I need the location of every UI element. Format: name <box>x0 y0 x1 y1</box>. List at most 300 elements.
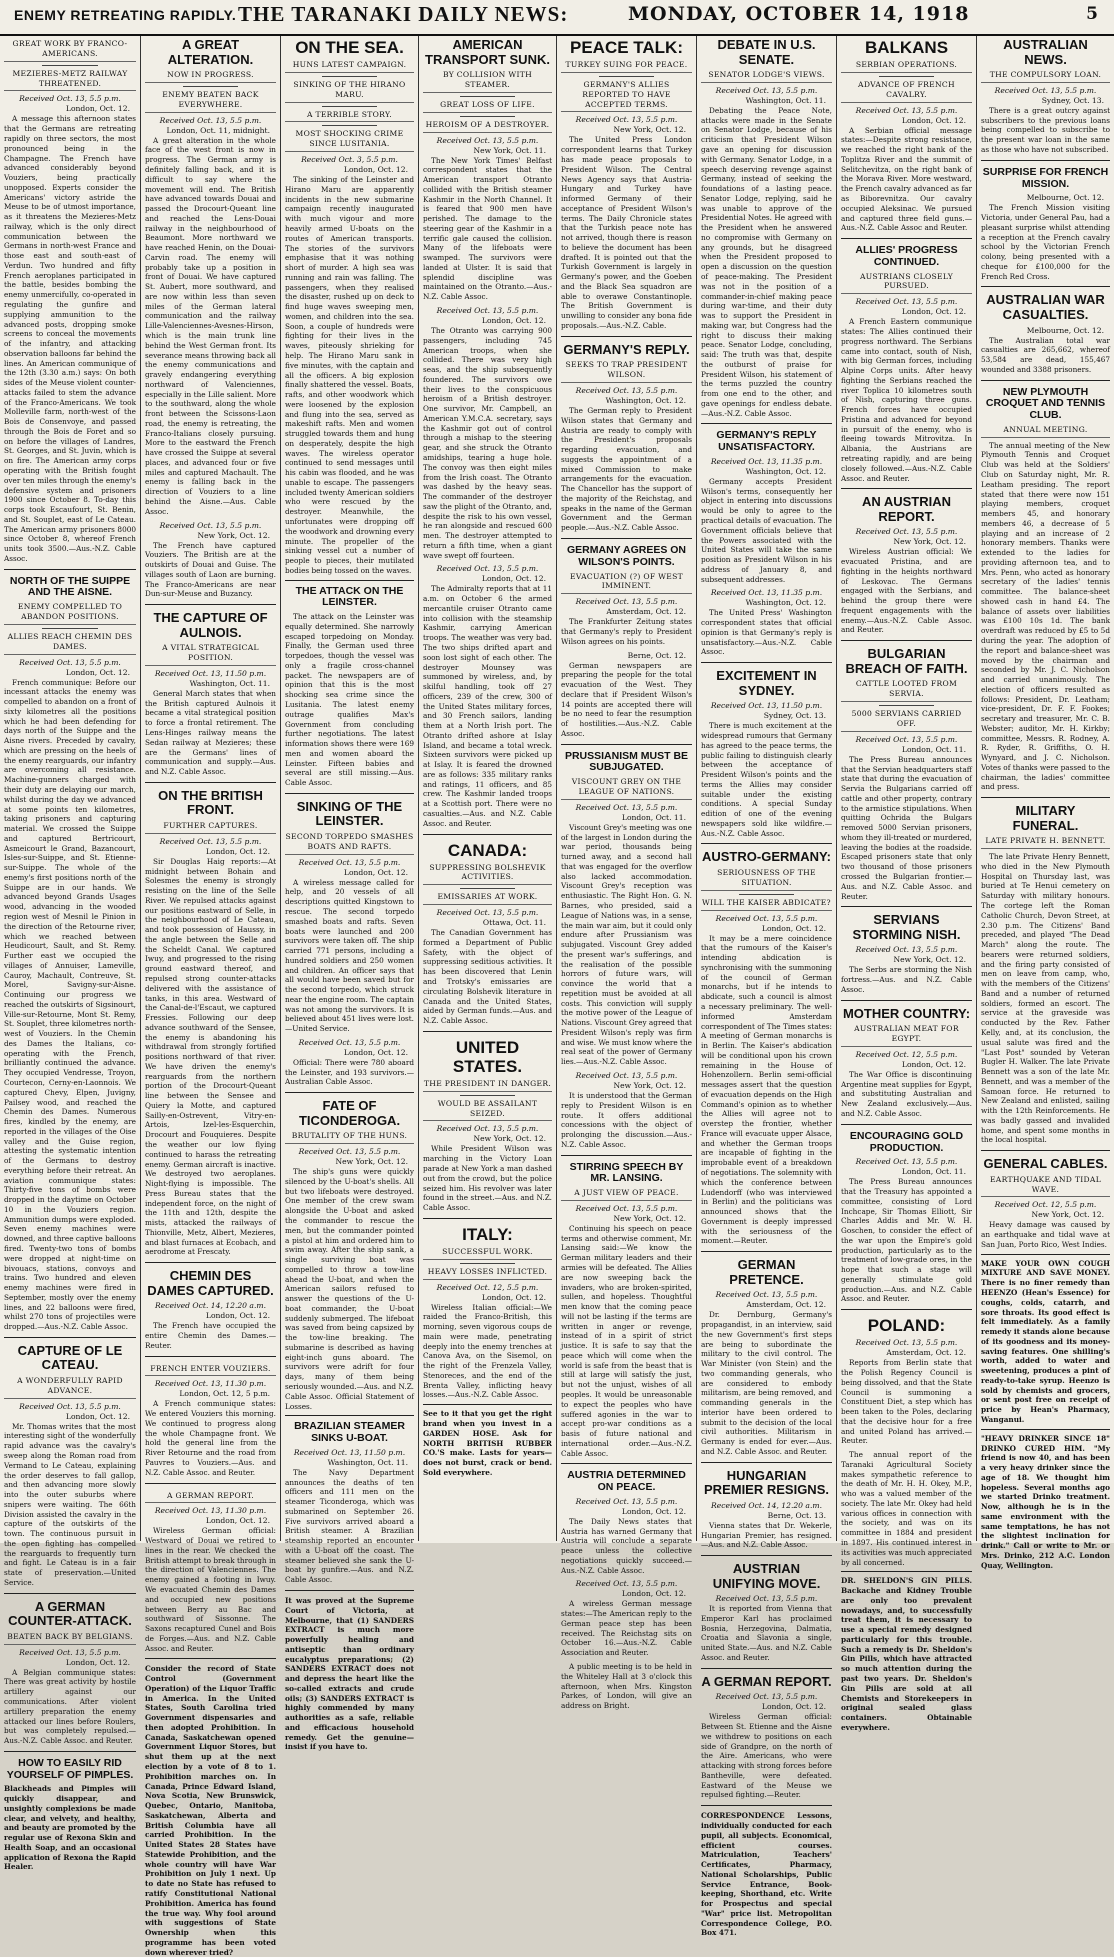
received-line: Received Oct. 13, 5.5 p.m. <box>575 802 678 812</box>
news-article <box>4 39 136 564</box>
article-subheading: MEZIERES-METZ RAILWAY THREATENED. <box>4 69 136 92</box>
advertisement-text: See to it that you get the right brand when you invest in a GARDEN HOSE. Ask for NORTH BRITISH RUBBER CO.'S make. Lasts for years—does not burst, crack or bend. Sold everywhere. <box>423 1409 552 1477</box>
news-article <box>841 238 972 483</box>
article-headline: SINKING OF THE LEINSTER. <box>296 798 403 829</box>
news-article <box>145 1262 276 1350</box>
article-body: The United Press' Washington correspondent states that official opinion is that Germany's reply is unsatisfactory.—Aus.-N.Z. Cable Assoc. <box>701 608 832 657</box>
article-subheading: VISCOUNT GREY ON THE LEAGUE OF NATIONS. <box>561 777 692 800</box>
article-subheading: ALLIES REACH CHEMIN DES DAMES. <box>4 632 136 655</box>
advertisement-text: Blackheads and Pimples will quickly disappear, and unsightly complexions be made clear, and velvety, and healthy, and beauty are promoted by the regular use of Rexona Skin and Health Soap, and an occasional application of Rexona the Rapid Healer. <box>4 1784 136 1872</box>
deck-divider <box>460 116 514 117</box>
article-headline: GENERAL CABLES. <box>983 1156 1108 1172</box>
dateline: Berne, Oct. 12. <box>627 650 686 660</box>
advertisement <box>701 1805 832 1938</box>
dateline: London, Oct. 12. <box>65 104 130 114</box>
column-3 <box>280 36 418 1752</box>
article-body: The Daily News states that Austria has warned Germany that Austria will conclude a separate peace unless the collective negotiations quickly succeed.—Aus.-N.Z. Cable Assoc. <box>561 1516 692 1575</box>
dateline: New York, Oct. 12. <box>473 1134 546 1144</box>
article-body: The German reply to President Wilson states that Germany and Austria are ready to comply with the President's proposals regarding evacuation, and suggests the appointment of a mixed Commission to make arrangements for the evacuation. The Chancellor has the support of the majority of the Reichstag, and speaks in the name of the German Government and the German people.—Aus.-N.Z. Cable Assoc. <box>561 406 692 533</box>
article-continuation <box>701 588 832 657</box>
news-article <box>981 160 1110 282</box>
dateline: New York, Oct. 12. <box>613 125 686 135</box>
received-line: Received Oct. 13, 5.5 p.m. <box>575 1071 678 1080</box>
article-body: French communique: Before our incessant attacks the enemy was compelled to abandon on a front of sixty kilometres all the positions which he had been defending for days north of the Suippe and the Aisne rivers. Preceded by cavalry, which are pressing on the heels of the enemy rearguards, our infantry are overcoming all resistance. Machine-gunners charged with their duty are delaying our march, whilst during the day we advanced at some points ten kilometres, taking prisoners and capturing material. We crossed the Suippe and captured Bertricourt, Asmeicourt le Grand, Bazancourt, Isles-sur-Suippe, and St. Etienne-sur-Suippe. The whole of the enemy's first positions north of the Suippe are in our hands. We advanced beyond Grands Usages wood, advancing in the wooded region west of Mesnil le Pinion in the direction of the Retourne river, which we reached between Heudicourt, Sault, and St. Remy. Further east we occupied the villages of Annuiser, Lameville, Cauroy, Machault, Contreuve, St. Morel, Savigny-sur-Aisne. Continuing our progress we reached the outskirts of Sigsinourt, Ville-sur-Retourne, Mont St. Remy, St. Souplet, three kilometres north-west of Vouziers. In the Chemin des Dames the Italians, co-operating with the French, brilliantly continued the advance. They occupied Vendresse, Troyon, Courtecon, Cerny-en-Laonnois. We captured Chevy, Elpen, Juvigny, Pailsey wood, and reached the Chemin des Dames. Numerous fires, kindled by the enemy, are reported in the villages of the Oise valley and the Guise region, attesting the systematic intention of the Germans to destroy everything before their retreat. An aviation communique states: Thirty-five tons of bombs were dropped in the daytime on October 10 in the Vouziers region. Ammunition dumps were exploded. Seven enemy machines were downed, and three captive balloons fired. Twenty-two tons of bombs were dropped at night-time on bivouacs, stations, convoys and trains. Two hundred and eleven enemy machines were fired in September, mostly over the enemy lines, and 22 balloons were fired, whilst 270 tons of projectiles were dropped.—Aus.-N.Z. Cable Assoc. <box>4 677 136 1332</box>
dateline: London, Oct. 12. <box>65 1411 130 1421</box>
article-headline: THE CAPTURE OF AULNOIS. <box>153 610 268 640</box>
news-article <box>981 38 1110 155</box>
news-article <box>841 640 972 901</box>
article-body: German newspapers are preparing the people for the total evacuation of the West. They declare that if President Wilson's 14 points are accepted there will be no need to fear the resumption of hostilities.—Aus.-N.Z. Cable Assoc. <box>561 660 692 738</box>
deck-divider <box>599 76 654 77</box>
dateline: Ottawa, Oct. 11. <box>482 918 546 928</box>
news-article <box>701 1251 832 1457</box>
dateline: London, Oct. 12. <box>205 1516 270 1526</box>
article-subheading: HUNS LATEST CAMPAIGN. <box>285 60 414 73</box>
article-subheading: FURTHER CAPTURES. <box>145 821 276 834</box>
dateline: New York, Oct. 12. <box>613 1081 686 1090</box>
dateline: New York, Oct. 11. <box>473 145 546 155</box>
dateline: New York, Oct. 12. <box>613 1213 686 1223</box>
article-headline: ALLIES' PROGRESS CONTINUED. <box>855 244 958 268</box>
article-headline: A GERMAN COUNTER-ATTACK. <box>8 1598 132 1629</box>
article-body: While President Wilson was marching in the Victory Loan parade at New York a man dashed out from the crowd, but the police seized him. His revolver was later found in the street.—Aus. and N.Z. Cable Assoc. <box>423 1144 552 1213</box>
article-subheading: FRENCH ENTER VOUZIERS. <box>145 1364 276 1377</box>
article-headline: CANADA: <box>447 840 528 860</box>
article-body: The Press Bureau announces that the Servian headquarters staff state that during the evacuation of Servia the Bulgarians carried off cattle and other property, contrary to the armistice stipulations. When quitting Ochrida the Bulgars removed 5000 Servian prisoners, whom they ill-treated or murdered, leaving the bodies at the roadside. Escaped prisoners state that only two thousand of those prisoners crossed the Bulgarian frontier.—Aus. and N.Z. Cable Assoc. and Reuter. <box>841 754 972 901</box>
article-body: The Press Bureau announces that the Treasury has appointed a committee, consisting of Lord Inchcape, Sir Thomas Elliott, Sir Charles Addis and Mr. W. H. Goschen, to consider the effect of the war upon the Empire's gold production, particularly as to the treatment of low-grade ores, in the hope that such a stage will generally stimulate gold production.—Aus. and N.Z. Cable Assoc. and Reuter. <box>841 1177 972 1304</box>
news-article <box>285 1092 414 1585</box>
article-subheading: SENATOR LODGE'S VIEWS. <box>701 70 832 83</box>
article-continuation <box>561 1579 692 1658</box>
article-body: A wireless German message states:—The American reply to the German peace step has been received. The Reichstag sits on October 16.—Aus.-N.Z. Cable Association and Reuter. <box>561 1599 692 1658</box>
article-headline: SERVIANS STORMING NISH. <box>852 912 961 942</box>
article-body: General March states that when the British captured Aulnois it became a vital strategical position to force a frontal retirement. The Lens-Hinges railway means the Sedan railway at Mezieres; these are the Germans' lines of communication and supply.—Aus. and N.Z. Cable Assoc. <box>145 688 276 777</box>
received-line: Received Oct. 13, 5.5 p.m. <box>715 1594 818 1604</box>
dateline: London, Oct. 12. <box>761 923 826 933</box>
advertisement-text: CORRESPONDENCE Lessons, individually conducted for each pupil, all subjects. Economical, efficient courses. Matriculation, Teachers' Certificates, Pharmacy, National Scholarships, Public Service Entrance, Book-keeping, Shorthand, etc. Write for Prospectus and special "War" price list. Metropolitan Correspondence College, P.O. Box 471. <box>701 1811 832 1938</box>
received-line: Received Oct. 13, 11.35 p.m. <box>710 588 823 598</box>
article-body: It may be a mere coincidence that the rumours of the Kaiser's intending abdication is synchronising with the summoning of the council of German monarchs, but if he intends to abdicate, such a council is almost a necessary preliminary. The well-informed Amsterdam correspondent of The Times states: A meeting of German monarchs is in Berlin. The Kaiser's abdication will be conditional upon his crown remaining in the House of Hohenzollern. Berlin semi-official messages assert that the question of evacuation depends on the High Command's opinion as to whether the Allies will agree not to overstep the frontier, whether France will evacuate upper Alsace, and whether the German troops are incapable of fighting in the improbable event of a breakdown of negotiations. The solemnity with which the conference between Ludendorff (who was interviewed in Berlin) and the politicians was announced shows that the Government is deeply impressed with the seriousness of the moment.—Reuter. <box>701 933 832 1246</box>
received-line: Received Oct. 13, 11.50 p.m. <box>293 1447 406 1457</box>
article-headline: AUSTRIAN UNIFYING MOVE. <box>712 1561 821 1591</box>
received-line: Received Oct. 13, 5.5 p.m. <box>855 297 958 307</box>
deck-divider <box>460 1095 514 1096</box>
dateline: New York, Oct. 12. <box>1031 1210 1104 1220</box>
article-subheading: HEAVY LOSSES INFLICTED. <box>423 1267 552 1280</box>
article-body: Mr. Thomas writes that the most interesting sight of the wonderfully rapid advance was the cavalry's sweep along the Roman road from Vermand to Le Cateau, explaining the order deserves to fall gallop, and then advancing more slowly into the outer suburbs where snipers were waiting. The 66th Division assisted the cavalry in the capture of the outskirts of the town. The continuous pursuit in the open fighting has compelled the rearguards to frequently turn and fight. Le Cateau is in a fair state of preservation.—United Service. <box>4 1421 136 1587</box>
deck-divider <box>739 894 794 895</box>
article-continuation <box>561 651 692 739</box>
dateline: Melbourne, Oct. 12. <box>1026 193 1104 203</box>
article-subheading: SERIOUSNESS OF THE SITUATION. <box>701 868 832 891</box>
article-headline: PRUSSIANISM MUST BE SUBJUGATED. <box>564 749 689 774</box>
column-1 <box>0 36 140 1872</box>
received-line: Received Oct. 13, 5.5 p.m. <box>575 115 678 125</box>
article-body: The Frankfurter Zeitung states that Germany's reply to President Wilson agrees on his points. <box>561 617 692 646</box>
news-article <box>145 1483 276 1654</box>
deck-divider <box>42 65 97 66</box>
received-line: Received Oct. 13, 5.5 p.m. <box>575 1579 678 1589</box>
article-body: The Navy Department announces the deaths of ten officers and 111 men on the steamer Ticonderoga, which was submarined on September 26. Five survivors arrived aboard a British steamer. A Brazilian steamship reported an encounter with a U-boat off the coast. The steamer believed she sank the U-boat by gunfire.—Aus. and N.Z. Cable Assoc. <box>285 1467 414 1585</box>
article-continuation <box>285 580 414 788</box>
article-body: Dr. Dernburg, Germany's propagandist, in an interview, said the new Government's first steps are being to subordinate the military to the civil control. The War Minister (von Stein) and the two commanding generals, who are considered to embody militarism, are being removed, and commanding generals in the interior have been ordered to submit to the decision of the local civil authorities. Militarism in Germany is ended for ever.—Aus. and N.Z. Cable Assoc. and Reuter. <box>701 1310 832 1456</box>
received-line: Received Oct. 13, 5.5 p.m. <box>855 1338 958 1348</box>
dateline: New York, Oct. 12. <box>197 530 270 540</box>
dateline: London, Oct. 11. <box>621 812 686 822</box>
article-subheading: WILL THE KAISER ABDICATE? <box>701 898 832 911</box>
article-body: A Serbian official message states:—Despite strong resistance, we reached the right bank of the Toplitza River and the summit of Selitchevitza, on the right bank of the Morava River. More westward, the French cavalry advanced as far as Biborevnitza. Our cavalry occupied Aleksinac. We pursued and captured three field guns.—Aus.-N.Z. Cable Assoc and Reuter. <box>841 125 972 233</box>
deck-divider <box>42 628 97 629</box>
article-body: A French communique states: We entered Vouziers this morning. We continued to progress along the whole Champagne front. We hold the general line from the River Retourne and the road from Pauvres to Vouziers.—Aus. and N.Z. Cable Assoc. and Reuter. <box>145 1399 276 1477</box>
dateline: London, Oct. 12. <box>65 1657 130 1667</box>
article-body: Sir Douglas Haig reports:—At midnight between Bohain and Solesmes the enemy is strongly resisting on the line of the Selle River. We repulsed attacks against our positions eastward of Selle, in the neighbourhood of Le Cateau, and took possession of Haussy, in the angle between the Selle and the Scheldt Canal. We captured Iwuy, and progressed to the rising ground eastward thereof, and repulsed strong counter-attacks delivered with the assistance of tanks, in this area. Westward of the Canal-de-l'Escaut, we captured Fressies. Following our deep advance southward of the Sensee, the enemy is abandoning his withdrawal from strongly fortified positions northward of that river. We have driven the enemy's rearguards from the northern portion of the Drocourt-Queant line between the Sensee and Quiery la Motte, and captured Sailly-en-Ostrevent, Vitry-en-Artois, Izel-les-Esquerchin, Drocourt and Fouquieres. Despite the weather our low flying continued to harass the retreating enemy. German aircraft is inactive. We destroyed two aeroplanes. Night-flying is impossible. The Press Bureau states that the independent force, on the night of the 11th and 12th, despite the mists, attacked the railways of Thionville, Metz, Albert, Mezieres, and blast furnaces at Ecobach, and aerodrome at Frescaty. <box>145 856 276 1257</box>
article-subheading: GREAT WORK BY FRANCO-AMERICANS. <box>4 39 136 62</box>
received-line: Received Oct. 13, 11.30 p.m. <box>154 1506 267 1516</box>
article-body: Wireless Austrian official: We evacuated Pristina, and are fighting in the heights northward of Leskovac. The Germans engaged with the Serbians, and behind the group there were frequent engagements with the enemy.—Aus.-N.Z. Cable Assoc. and Reuter. <box>841 547 972 635</box>
article-headline: GERMANY'S REPLY UNSATISFACTORY. <box>716 429 817 454</box>
deck-divider <box>879 705 934 706</box>
article-subheading: A JUST VIEW OF PEACE. <box>561 1188 692 1201</box>
article-body: There is much excitement at the widespread rumours that Germany has agreed to the peace terms, the public failing to distinguish clearly between the acceptance of President Wilson's points and the terms the Allies may consider suitable under the existing conditions. A special Sunday edition of one of the evening newspapers sold like wildfire.—Aus.-N.Z. Cable Assoc. <box>701 721 832 838</box>
received-line: Received Oct. 13, 5.5 p.m. <box>436 908 539 918</box>
received-line: Received Oct. 13, 5.5 p.m. <box>855 734 958 744</box>
article-subheading: EARTHQUAKE AND TIDAL WAVE. <box>981 1175 1110 1198</box>
dateline: London, Oct. 12. <box>761 1702 826 1712</box>
article-headline: MILITARY FUNERAL. <box>1012 803 1079 833</box>
dateline: London, Oct. 12. <box>621 1506 686 1516</box>
received-line: Received Oct. 12, 5.5 p.m. <box>436 1282 539 1292</box>
dateline: London, Oct. 12. <box>205 846 270 856</box>
received-line: Received Oct. 13, 5.5 p.m. <box>715 85 818 95</box>
received-line: Received Oct. 13, 5.5 p.m. <box>575 597 678 607</box>
article-headline: HUNGARIAN PREMIER RESIGNS. <box>704 1467 829 1498</box>
advertisement <box>4 1751 136 1872</box>
article-continuation <box>423 306 552 560</box>
news-article <box>701 1555 832 1663</box>
article-body: The United Press London correspondent learns that Turkey has made peace proposals to President Wilson. The Central News Agency says that Austria-Hungary and Turkey have informed Germany of their acceptance of President Wilson's terms. The Daily Chronicle states that the Turkish peace note has not arrived, though there is reason to believe the document has been drafted. It is pointed out that the Turkish Government is largely in Germany's power, and the Goeben and the Black Sea squadron are able to overawe Constantinople. The British Government is unwilling to consider any bona fide proposals.—Aus.-N.Z. Cable. <box>561 135 692 331</box>
dateline: London, Oct. 12. <box>205 1311 270 1321</box>
article-body: Continuing his speech on peace terms and otherwise comment, Mr. Lansing said:—We know the German military leaders and their armies will be defeated. The Allies are now sweeping back the invaders, who are broken-spirited, sullen, and hopeless. Thoughtful men know that the coming peace will not be lasting if the terms are written in anger or revenge, instead of in a spirit of strict justice. It is safe to say that the peace which will come when the world is safe from the beast that is still at large will satisfy the just, but not the unjust, wishes of all peoples. It would be unreasonable to expect the peoples who have suffered agonies in the war to accept pro-war conditions as a basis of future national and international order.—Aus.-N.Z. Cable Assoc. <box>561 1223 692 1458</box>
received-line: Received Oct. 13, 5.5 p.m. <box>19 1647 121 1657</box>
received-line: Received Oct. 13, 5.5 p.m. <box>159 115 262 125</box>
article-body: Reports from Berlin state that the Polish Regency Council is being dissolved, and that the State Council is summoning a Constituent Diet, a step which has been taken to the Poles, declaring that the decisive hour for a free and united Poland has arrived.—Reuter. <box>841 1358 972 1446</box>
dateline: London, Oct. 11. <box>901 744 966 754</box>
article-body: The French have captured Vouziers. The British are at the outskirts of Douai and Guise. The villages south of Laon are burning. The Franco-Americans are near Dun-sur-Meuse and Buzancy. <box>145 540 276 599</box>
article-body: A Belgian communique states: There was great activity by hostile artillery against our communications. After violent artillery preparation the enemy attacked our lines before Roulers, but was completely repulsed.—Aus.-N.Z. Cable Assoc. and Reuter. <box>4 1667 136 1746</box>
article-subheading: SUPPRESSING BOLSHEVIK ACTIVITIES. <box>423 863 552 886</box>
news-article <box>701 1462 832 1550</box>
news-article <box>561 1155 692 1459</box>
article-body: The War Office is discontinuing Argentine meat supplies for Egypt, and substituting Australian and New Zealand exclusively.—Aus. and N.Z. Cable Assoc. <box>841 1069 972 1118</box>
news-article <box>841 1124 972 1304</box>
news-article <box>841 1000 972 1119</box>
dateline: Washington, Oct. 11. <box>189 678 270 688</box>
article-body: The Otranto was carrying 900 passengers, including 745 American troops, when she collided. There was very high seas, and the ship subsequently foundered. The survivors owe their lives to the conspicuous heroism of a British destroyer. One survivor, Mr. Campbell, an American Y.M.C.A. secretary, says the Kashmir got out of control through a mishap to the steering gear, and she struck the Otranto amidships, tearing a huge hole. The convoy was then eight miles from the Irish coast. The Otranto was dashed by the heavy seas. The commander of the destroyer saw the plight of the Otranto, and, despite the risk to his own vessel, he ran alongside and rescued 600 men. The destroyer attempted to return a fifth time, when a giant wave swept off fourteen. <box>423 326 552 560</box>
article-headline: THE ATTACK ON THE LEINSTER. <box>295 584 404 609</box>
news-article <box>841 38 972 233</box>
received-line: Received Oct. 13, 5.5 p.m. <box>19 657 121 667</box>
article-body: A French Eastern communique states: The Allies continued their progress northward. The Serbians came into contact, south of Nish, with big German forces, including Alpine Corps units. After heavy fighting the Serbians reached the river Toplica 10 kilometres south of Nish, capturing three guns. French forces have occupied Pristina and advanced for beyond in pursuit of the enemy, who is fleeing towards Mitrovitza. In Albania, the Austrians are retreating rapidly, and are being closely followed.—Aus.-N.Z. Cable Assoc. and Reuter. <box>841 317 972 483</box>
dateline: London, Oct. 12. <box>481 1292 546 1302</box>
dateline: London, Oct. 11, midnight. <box>166 125 270 135</box>
article-headline: UNITED STATES. <box>452 1037 523 1076</box>
advertisement <box>981 1254 1110 1425</box>
advertisement <box>981 1429 1110 1571</box>
article-subheading: CATTLE LOOTED FROM SERVIA. <box>841 679 972 702</box>
advertisement-text: DR. SHELDON'S GIN PILLS. Backache and Kidney Trouble are only too prevalent nowadays, and, to successfully treat them, it is necessary to use a special remedy designed particularly for this trouble. Such a remedy is Dr. Sheldon's Gin Pills, which have attracted so much attention during the past two years. Dr. Sheldon's Gin Pills are sold at all Chemists and Storekeepers in original sealed glass containers. Obtainable everywhere. <box>841 1576 972 1732</box>
article-subheading: SECOND TORPEDO SMASHES BOATS AND RAFTS. <box>285 832 414 855</box>
received-line: Received Oct. 13, 11.50 p.m. <box>154 668 267 678</box>
dateline: London, Oct. 12. <box>901 1059 966 1069</box>
news-article <box>841 1309 972 1732</box>
article-subheading: BY COLLISION WITH STEAMER. <box>423 70 552 93</box>
article-body: Germany accepts President Wilson's terms, consequently her object in entering into discussions would be only to agree to the practical details of evacuation. The Government officials believe that the Powers associated with the United States will take the same position as President Wilson in his address of January 8, and subsequent addresses. <box>701 476 832 584</box>
news-article <box>701 38 832 418</box>
received-line: Received Oct. 13, 5.5 p.m. <box>575 1496 678 1506</box>
article-headline: ENCOURAGING GOLD PRODUCTION. <box>849 1129 964 1154</box>
received-line: Received Oct. 13, 5.5 p.m. <box>715 1692 818 1702</box>
received-line: Received Oct. 13, 5.5 p.m. <box>855 527 958 537</box>
article-body: The attack on the Leinster was equally determined. She narrowly escaped torpedoing on Monday. Finally, the German used three torpedoes, though the vessel was only a fragile cross-channel packet. The newspapers are of opinion that this is the most shocking sea crime since the Lusitania. The latest enemy outrage qualifies Max's Government from concluding further negotiations. The latest information shows there were 169 men and women aboard the Leinster. Fifteen babies and several are still missing.—Aus. Cable Assoc. <box>285 612 414 788</box>
article-body: Official: There were 780 aboard the Leinster, and 193 survivors.—Australian Cable Assoc. <box>285 1057 414 1087</box>
received-line: Received Oct. 13, 5.5 p.m. <box>159 836 262 846</box>
article-subheading: NOW IN PROGRESS. <box>145 70 276 83</box>
article-continuation <box>423 564 552 828</box>
news-article <box>701 843 832 1246</box>
news-article <box>145 38 276 599</box>
article-headline: AUSTRIA DETERMINED ON PEACE. <box>567 1469 686 1494</box>
news-article <box>423 1031 552 1213</box>
article-body: A wireless message called for help, and 20 vessels of all descriptions quitted Kingstown to rescue. The second torpedo smashed boats and rafts. Seven boats were launched and 200 survivors were taken off. The ship carried 771 persons, including a hundred soldiers and 250 women and children. An officer says that all would have been saved but for the second torpedo, which struck near the engine room. The captain was not among the survivors. It is believed about 451 lives were lost.—United Service. <box>285 877 414 1034</box>
received-line: Received Oct. 13, 5.5 p.m. <box>715 1290 818 1300</box>
article-subheading: SINKING OF THE HIRANO MARU. <box>285 80 414 103</box>
received-line: Received Oct. 13, 5.5 p.m. <box>436 564 539 574</box>
dateline: Washington, Oct. 12. <box>745 466 826 476</box>
article-headline: EXCITEMENT IN SYDNEY. <box>716 668 817 698</box>
news-article <box>4 1593 136 1746</box>
news-article <box>561 38 692 331</box>
received-line: Received Oct. 13, 5.5 p.m. <box>436 135 539 145</box>
article-headline: AN AUSTRIAN REPORT. <box>861 494 952 524</box>
article-body: The Serbs are storming the Nish fortress.—Aus. and N.Z. Cable Assoc. <box>841 965 972 994</box>
article-body: Vienna states that Dr. Wekerle, Hungarian Premier, has resigned.—Aus. and N.Z. Cable Assoc. <box>701 1520 832 1550</box>
article-headline: GERMANY AGREES ON WILSON'S POINTS. <box>566 544 687 568</box>
article-headline: NORTH OF THE SUIPPE AND THE AISNE. <box>9 574 131 599</box>
article-headline: CAPTURE OF LE CATEAU. <box>17 1342 123 1373</box>
column-7 <box>836 36 976 1732</box>
received-line: Received Oct. 13, 5.5 p.m. <box>298 1147 401 1157</box>
article-body: The sinking of the Leinster and Hirano Maru are apparently incidents in the new submarine campaign recently inaugurated with much vigour and more heavily armed U-boats on the routes of American transports. The stories of the survivors emphasise that it was nothing short of murder. A high sea was running and rain was falling. The passengers, when they realised the disaster, rushed up on deck to find huge waves sweeping men, women, and children into the sea. Soon, a couple of hundreds were fighting for their lives in the waves, piteously shrieking for help. The Hirano Maru sank in five minutes, with the captain and all the officers. A big explosion finally shattered the vessel. Boats, rafts, and other woodwork which were loosened by the explosion and flung into the sea, served as makeshift rafts. Men and women struggled towards them and hung on desperately, despite the high waves. The wireless operator continued to send messages until his cabin was flooded, and he was unable to escape. The passengers included twenty American soldiers who were rescued by the destroyer. Meanwhile, the unfortunates were dropping off the woodwork and drowning every minute. The propeller of the sinking vessel cut a number of people to pieces, their mutilated bodies being tossed on the waves. <box>285 175 414 575</box>
article-subheading: AUSTRIANS CLOSELY PURSUED. <box>841 272 972 295</box>
article-body: It is understood that the German reply to President Wilson is en route. It offers additional concessions with the object of prolonging the discussion.—Aus.-N.Z. Cable Assoc. <box>561 1091 692 1149</box>
article-body: Heavy damage was caused by an earthquake and tidal wave at San Juan, Porto Rico, West Indies. <box>981 1220 1110 1249</box>
received-line: Received Oct. 12, 5.5 p.m. <box>855 1049 958 1059</box>
dateline: Washington, Oct. 11. <box>745 95 826 105</box>
news-article <box>145 1356 276 1478</box>
advertisement <box>285 1590 414 1752</box>
article-body: It is reported from Vienna that Emperor Karl has proclaimed Bosnia, Herzegovina, Dalmatia, Croatia and Slavonia a single, united State.—Aus. and N.Z. Cable Assoc. and Reuter. <box>701 1604 832 1662</box>
dateline: London, Oct. 12. <box>901 307 966 317</box>
received-line: Received Oct. 13, 5.5 p.m. <box>715 913 818 923</box>
received-line: Received Oct. 14, 12.20 a.m. <box>710 1500 822 1510</box>
deck-divider <box>460 888 514 889</box>
received-line: Received Oct. 13, 11.50 p.m. <box>710 701 823 711</box>
masthead-left-headline: ENEMY RETREATING RAPIDLY. <box>14 7 237 23</box>
article-headline: BULGARIAN BREACH OF FAITH. <box>845 646 968 676</box>
received-line: Received Oct. 14, 12.20 a.m. <box>154 1301 266 1311</box>
dateline: Washington, Oct. 12. <box>605 396 686 406</box>
advertisement <box>841 1571 972 1732</box>
news-article <box>701 423 832 657</box>
news-article <box>561 336 692 533</box>
advertisement-text: Consider the record of State Control (Government Operation) of the Liquor Traffic in America. In the United States, South Carolina tried Government dispensaries and then adopted Prohibition. In Canada, Saskatchewan opened Government Liquor Stores, but shut them up at the next election by a vote of 8 to 1. Prohibition marches on. In Canada, Prince Edward Island, Nova Scotia, New Brunswick, Quebec, Ontario, Manitoba, Saskatchewan, Alberta and British Columbia have all carried Prohibition. In the United States 28 States have Statewide Prohibition, and the whole country will have War Prohibition on July 1 next. Up to date no State has refused to ratify Constitutional National Prohibition. America has found the true way. Why fool around with suggestions of State Ownership when this programme has been voted down wherever tried? <box>145 1664 276 1957</box>
article-headline: AUSTRALIAN NEWS. <box>1003 37 1088 67</box>
page-number: 5 <box>1086 4 1098 24</box>
deck-divider <box>879 76 934 77</box>
news-article <box>145 604 276 777</box>
article-continuation <box>285 1415 414 1585</box>
deck-divider <box>322 106 376 107</box>
news-article <box>981 1150 1110 1570</box>
news-article <box>841 906 972 994</box>
deck-divider <box>322 76 376 77</box>
received-line: Received Oct. 13, 5.5 p.m. <box>575 1203 678 1213</box>
received-line: Received Oct. 12, 5.5 p.m. <box>994 1200 1097 1210</box>
dateline: Melbourne, Oct. 12. <box>1026 325 1104 335</box>
article-body: A message this afternoon states that the Germans are retreating rapidly on three sectors, the most pronounced being in the Champagne. The French have advanced considerably beyond Vouziers, being practically unopposed. Experts consider the Americans' victory astride the Meuse to be of utmost importance, as it threatens the Mezieres-Metz railway, which is the only direct communication between the Germans in north-west France and those east and south-east of Verdun. Two hundred and fifty French aeroplanes participated in the battle, besides bombing the enemy unmercifully, co-operated in regulating the gunfire and supplying ammunition to the advanced posts, dropping smoke screens to conceal the movements of the infantry, and attacking observation balloons far behind the lines. An American communique of the 12th (3.30 a.m.) says: On both sides of the Meuse violent counter-attacks failed to stem the advance of the Franco-Americans. We took Molleville farm, north-west of the Bois de Consenvoye, and passed through the Bois de Foret and so on before the villages of Landres, St. Georges, and St. Juvin, which is on fire. The American army corps operating with the British fought over ten miles through the enemy's defensive system and prisoners 1900 since October 8. To-day this corps took Escaufourt, St. Benin, and St. Souplet, east of Le Cateau. The American army prisoners 8000 since October 8, whereof French units took 3500.—Aus.-N.Z. Cable Assoc. <box>4 114 136 563</box>
column-6 <box>696 36 836 1938</box>
article-body: There is a great outcry against subscribers to the previous loans being compelled to subscribe to the present war loan in the same as those who have not subscribed. <box>981 105 1110 155</box>
received-line: Received Oct. 13, 5.5 p.m. <box>19 94 121 104</box>
article-body: The New York Times' Belfast correspondent states that the American transport Otranto collided with the British steamer Kashmir in the North Channel. It is feared that 900 men have perished. The damage to the steering gear of the Kashmir in a terrific gale caused the collision. Many of the lifeboats were swamped. The survivors were landed at Ulster. It is said that splendid discipline was maintained on the Otranto.—Aus.-N.Z. Cable Assoc. <box>423 155 552 302</box>
article-subheading: A TERRIBLE STORY. <box>285 110 414 123</box>
dateline: New York, Oct. 12. <box>893 955 966 965</box>
received-line: Received Oct. 13, 5.5 p.m. <box>298 1037 401 1047</box>
received-line: Received Oct. 13, 5.5 p.m. <box>855 1157 958 1167</box>
article-headline: ON THE SEA. <box>295 38 404 57</box>
article-headline: AMERICAN TRANSPORT SUNK. <box>425 37 550 67</box>
column-8 <box>976 36 1114 1570</box>
article-headline: SURPRISE FOR FRENCH MISSION. <box>982 165 1109 190</box>
article-body: Wireless German official: Westward of Douai we retired to lines in the rear. We checked the British attempt to break through in the direction of Valenciennes. The enemy gained a footing in Iwuy. We evacuated Chemin des Dames and occupied new positions between Berry au Bac and southward of Sissonne. The Saxons recaptured Cunel and Bois de Forges.—Aus. and N.Z. Cable Assoc. and Reuter. <box>145 1526 276 1653</box>
article-subheading: ADVANCE OF FRENCH CAVALRY. <box>841 80 972 103</box>
article-subheading: SEEKS TO TRAP PRESIDENT WILSON. <box>561 360 692 383</box>
advertisement-text: MAKE YOUR OWN COUGH MIXTURE AND SAVE MONEY. There is no finer remedy than HEENZO (Hean's Essence) for coughs, colds, catarrh, and sore throats. Its good effect is felt immediately. As a family remedy it stands alone because of its goodness and its money-saving features. One shilling's worth, added to water and sweetening, produces a pint of ready-to-take syrup. Heenzo is sold by chemists and grocers, or sent post free on receipt of price by Hean's Pharmacy, Wanganui. <box>981 1258 1110 1424</box>
dateline: London, Oct. 12. <box>621 1589 686 1599</box>
news-article <box>423 834 552 1026</box>
dateline: London, Oct. 12. <box>901 115 966 125</box>
article-subheading: AUSTRALIAN MEAT FOR EGYPT. <box>841 1024 972 1047</box>
deck-divider <box>183 86 238 87</box>
advertisement <box>423 1404 552 1477</box>
news-article <box>701 662 832 838</box>
received-line: Received Oct. 3, 5.5 p.m. <box>301 155 398 165</box>
dateline: Washington, Oct. 11. <box>327 1457 408 1467</box>
article-subheading: ANNUAL MEETING. <box>981 425 1110 438</box>
advertisement-text: It was proved at the Supreme Court of Victoria, at Melbourne, that (1) SANDERS EXTRACT is much more powerfully healing and antiseptic than ordinary eucalyptus preparations; (2) SANDERS EXTRACT does not and depress the heart like the so-called extracts and crude oils; (3) SANDERS EXTRACT is highly commended by many authorities as a safe, reliable and efficacious household remedy. Get the genuine—insist if you have to. <box>285 1596 414 1752</box>
issue-date: MONDAY, OCTOBER 14, 1918 <box>628 3 970 25</box>
deck-divider <box>460 96 514 97</box>
dateline: London, Oct. 12. <box>343 165 408 175</box>
article-body: The French Mission visiting Victoria, under General Pau, had a pleasant surprise whilst attending a reception at the French cavalry school by the Victorian French colony, being presented with a cheque for £100,000 for the French Red Cross. <box>981 203 1110 281</box>
article-continuation <box>561 1071 692 1150</box>
article-headline: AUSTRALIAN WAR CASUALTIES. <box>986 292 1105 322</box>
news-article <box>701 1668 832 1800</box>
dateline: Sydney, Oct. 13. <box>763 711 826 721</box>
article-headline: ITALY: <box>462 1224 513 1244</box>
received-line: Received Oct. 13, 5.5 p.m. <box>436 306 539 316</box>
received-line: Received Oct. 13, 11.35 p.m. <box>710 456 823 466</box>
news-article <box>841 488 972 635</box>
article-body: Wireless German official: Between St. Etienne and the Aisne we withdrew to positions on each side of Grandpre, on the north of the Aire. Americans, who were attacking with strong forces before Bantheville, were defeated. Eastward of the Meuse we repulsed fighting.—Reuter. <box>701 1712 832 1800</box>
dateline: Amsterdam, Oct. 12. <box>886 1348 966 1358</box>
article-body: The late Private Henry Bennett, who died in the New Plymouth Hospital on Thursday last, was buried at Te Henui cemetery on Saturday with military honours. The cortege left the Roman Catholic Church, Devon Street, at 2.30 p.m. The Citizens' Band preceded, and played "The Dead March" along the route. The bearers were returned soldiers, and the firing party consisted of men on leave from camp, who, with the members of the Citizens' Band and a number of returned soldiers, formed an escort. The service at the graveside was conducted by the Rev. Father Kelly, and, at its conclusion, the usual salute was fired and the "Last Post" sounded by Veteran Bugler H. Walker. The late Private Bennett was a son of the late Mr. Bennett, and was a member of the Samoan force. He returned to New Zealand and enlisted, sailing with the 12th Reinforcements. He was badly gassed and invalided home, and spent some months in the local hospital. <box>981 852 1110 1145</box>
article-headline: MOTHER COUNTRY: <box>842 1005 971 1021</box>
column-5 <box>556 36 696 1711</box>
article-subheading: A GERMAN REPORT. <box>145 1491 276 1504</box>
article-body: Debating the Peace Note, attacks were made in the Senate on Senator Lodge, because of his criticism that President Wilson gave an opening for discussion with Germany. Senator Lodge, in a speech deserving revenge against Germany, instead of seeking the foundations of a lasting peace. Senator Lodge, replying, said he was unable to approve of the Presidential Notes. He agreed with the President when he answered no compromise with Germany on any grounds, but he disagreed when the President proposed to open a discussion on the question of peace-making. The President was not in the position of a commander-in-chief making peace during war-time, and their duty was to support the President in making war, but Congress had the right to discuss their making peace. Senator Lodge, concluding, said: The truth was that, despite the outburst of praise for President Wilson, his statement of the terms puzzled the country from one end to the other, and gave openings for endless debate.—Aus.-N.Z. Cable Assoc. <box>701 105 832 418</box>
article-subheading: WOULD BE ASSAILANT SEIZED. <box>423 1099 552 1122</box>
article-subheading: A VITAL STRATEGICAL POSITION. <box>145 643 276 666</box>
news-article <box>145 782 276 1257</box>
news-article <box>423 1218 552 1478</box>
news-article <box>561 538 692 739</box>
dateline: Washington, Oct. 12. <box>745 598 826 608</box>
article-subheading: THE COMPULSORY LOAN. <box>981 70 1110 83</box>
deck-divider <box>460 1263 514 1264</box>
dateline: New York, Oct. 12. <box>335 1157 408 1167</box>
news-article <box>561 1463 692 1711</box>
article-body: A public meeting is to be held in the Whiteley Hall at 3 o'clock this afternoon, when Mrs. Kingston Parkes, of London, will give an address on Bright. <box>561 1662 692 1711</box>
dateline: London, Oct. 12. <box>343 1047 408 1057</box>
dateline: Amsterdam, Oct. 12. <box>746 1300 826 1310</box>
article-headline: A GERMAN REPORT. <box>701 1673 832 1689</box>
article-headline: GERMAN PRETENCE. <box>729 1257 804 1287</box>
news-article <box>4 1337 136 1588</box>
article-subheading: ENEMY BEATEN BACK EVERYWHERE. <box>145 90 276 113</box>
article-headline: NEW PLYMOUTH CROQUET AND TENNIS CLUB. <box>985 385 1106 422</box>
received-line: Received Oct. 13, 5.5 p.m. <box>298 857 401 867</box>
article-body: Wireless Italian official:—We raided the Franco-British, this morning, seven vigorous coups de main were made, penetrating deeply into the enemy trenches at Canova Ava, on the Sisemol, on the right of the Frenzela Valley, Stenoreces, and the end of the Brenta Valley, inflicting heavy losses.—Aus.-N.Z. Cable Assoc. <box>423 1302 552 1400</box>
dateline: London, Oct. 12. <box>343 867 408 877</box>
article-body: The annual report of the Taranaki Agricultural Society makes sympathetic reference to the death of Mr. H. H. Okey, M.P., who was a valued member of the society. The late Mr. Okey had held various offices in connection with the society, and was on its committee in 1884 and president in 1897. His continued interest in its activities was much appreciated by all concerned. <box>841 1450 972 1567</box>
article-subheading: THE PRESIDENT IN DANGER. <box>423 1079 552 1092</box>
news-article <box>285 38 414 788</box>
article-body: Viscount Grey's meeting was one of the largest in London during the war period, thousands being turned away, and a second hall that was engaged for the overflow also lacked accommodation. Viscount Grey's reception was enthusiastic. The Right Hon. G. N. Barnes, who presided, said a League of Nations was, in a sense, the main war aim, but it could only endure after Prussianism was subjugated. Viscount Grey added the present war's sufferings, and the realisation of the possible horrors of future wars, will convince the world that a repetition must be avoided at all costs. This conviction will supply the motive power of the League of Nations. Viscount Grey agreed that President Wilson's reply was firm and wise. We must know where the real seat of the power of Germany lies.—Aus.-N.Z. Cable Assoc. <box>561 822 692 1067</box>
article-headline: FATE OF TICONDEROGA. <box>298 1098 401 1128</box>
news-article <box>981 286 1110 374</box>
dateline: Sydney, Oct. 13. <box>1041 95 1104 105</box>
received-line: Received Oct. 13, 5.5 p.m. <box>855 945 958 955</box>
article-subheading: BRUTALITY OF THE HUNS. <box>285 1131 414 1144</box>
article-subheading: 5000 SERVIANS CARRIED OFF. <box>841 709 972 732</box>
dateline: Amsterdam, Oct. 12. <box>606 607 686 617</box>
article-subheading: EVACUATION (?) OF WEST IMMINENT. <box>561 572 692 595</box>
dateline: London, Oct. 12. <box>65 667 130 677</box>
article-body: The French have occupied the entire Chemin des Dames.—Reuter. <box>145 1321 276 1350</box>
article-continuation <box>841 1450 972 1567</box>
article-subheading: TURKEY SUING FOR PEACE. <box>561 60 692 73</box>
article-body: The ship's guns were quickly silenced by the U-boat's shells. All but two lifeboats were destroyed. One member of the crew swam alongside the U-boat and asked the commander to rescue the men, but the commander pointed a pistol at him and ordered him to swim away. After the ship sank, a single surviving boat was compelled to throw a tow-line ahead the U-boat, and when the American sailors refused to answer the questions of the U-boat commander, the U-boat suddenly submerged. The lifeboat was saved from being capsized by the tow-line breaking. The submarine is described as having eight-inch guns aboard. The survivors were adrift for four days, many of them being seriously wounded.—Aus. and N.Z. Cable Assoc. Official Statement of Losses. <box>285 1167 414 1411</box>
article-subheading: SUCCESSFUL WORK. <box>423 1247 552 1260</box>
article-body: The Admiralty reports that at 11 a.m. on October 6 the armed mercantile cruiser Otranto came into collision with the steamship Kashmir, carrying American troops. The weather was very bad. The two ships drifted apart and soon lost sight of each other. The destroyer Mounsey was summoned by wireless, and, by skilful handling, took off 27 officers, 239 of the crew, 300 of the United States military forces, and 30 French sailors, landing them at a North Irish port. The Otranto drifted ashore at Islay Island, and became a total wreck. Sixteen survivors were picked up at Islay. It is feared the drowned are as follows: 335 military ranks and ratings, 11 officers, and 85 crew. The Kashmir landed troops at a Scottish port. There were no casualties.—Aus. and N.Z. Cable Assoc. and Reuter. <box>423 584 552 828</box>
article-continuation <box>145 521 276 600</box>
article-subheading: A WONDERFULLY RAPID ADVANCE. <box>4 1376 136 1399</box>
received-line: Received Oct. 13, 5.5 p.m. <box>855 105 958 115</box>
newspaper-title: THE TARANAKI DAILY NEWS: <box>238 2 569 26</box>
article-headline: AUSTRO-GERMANY: <box>701 849 832 865</box>
dateline: London, Oct. 11. <box>901 1167 966 1177</box>
